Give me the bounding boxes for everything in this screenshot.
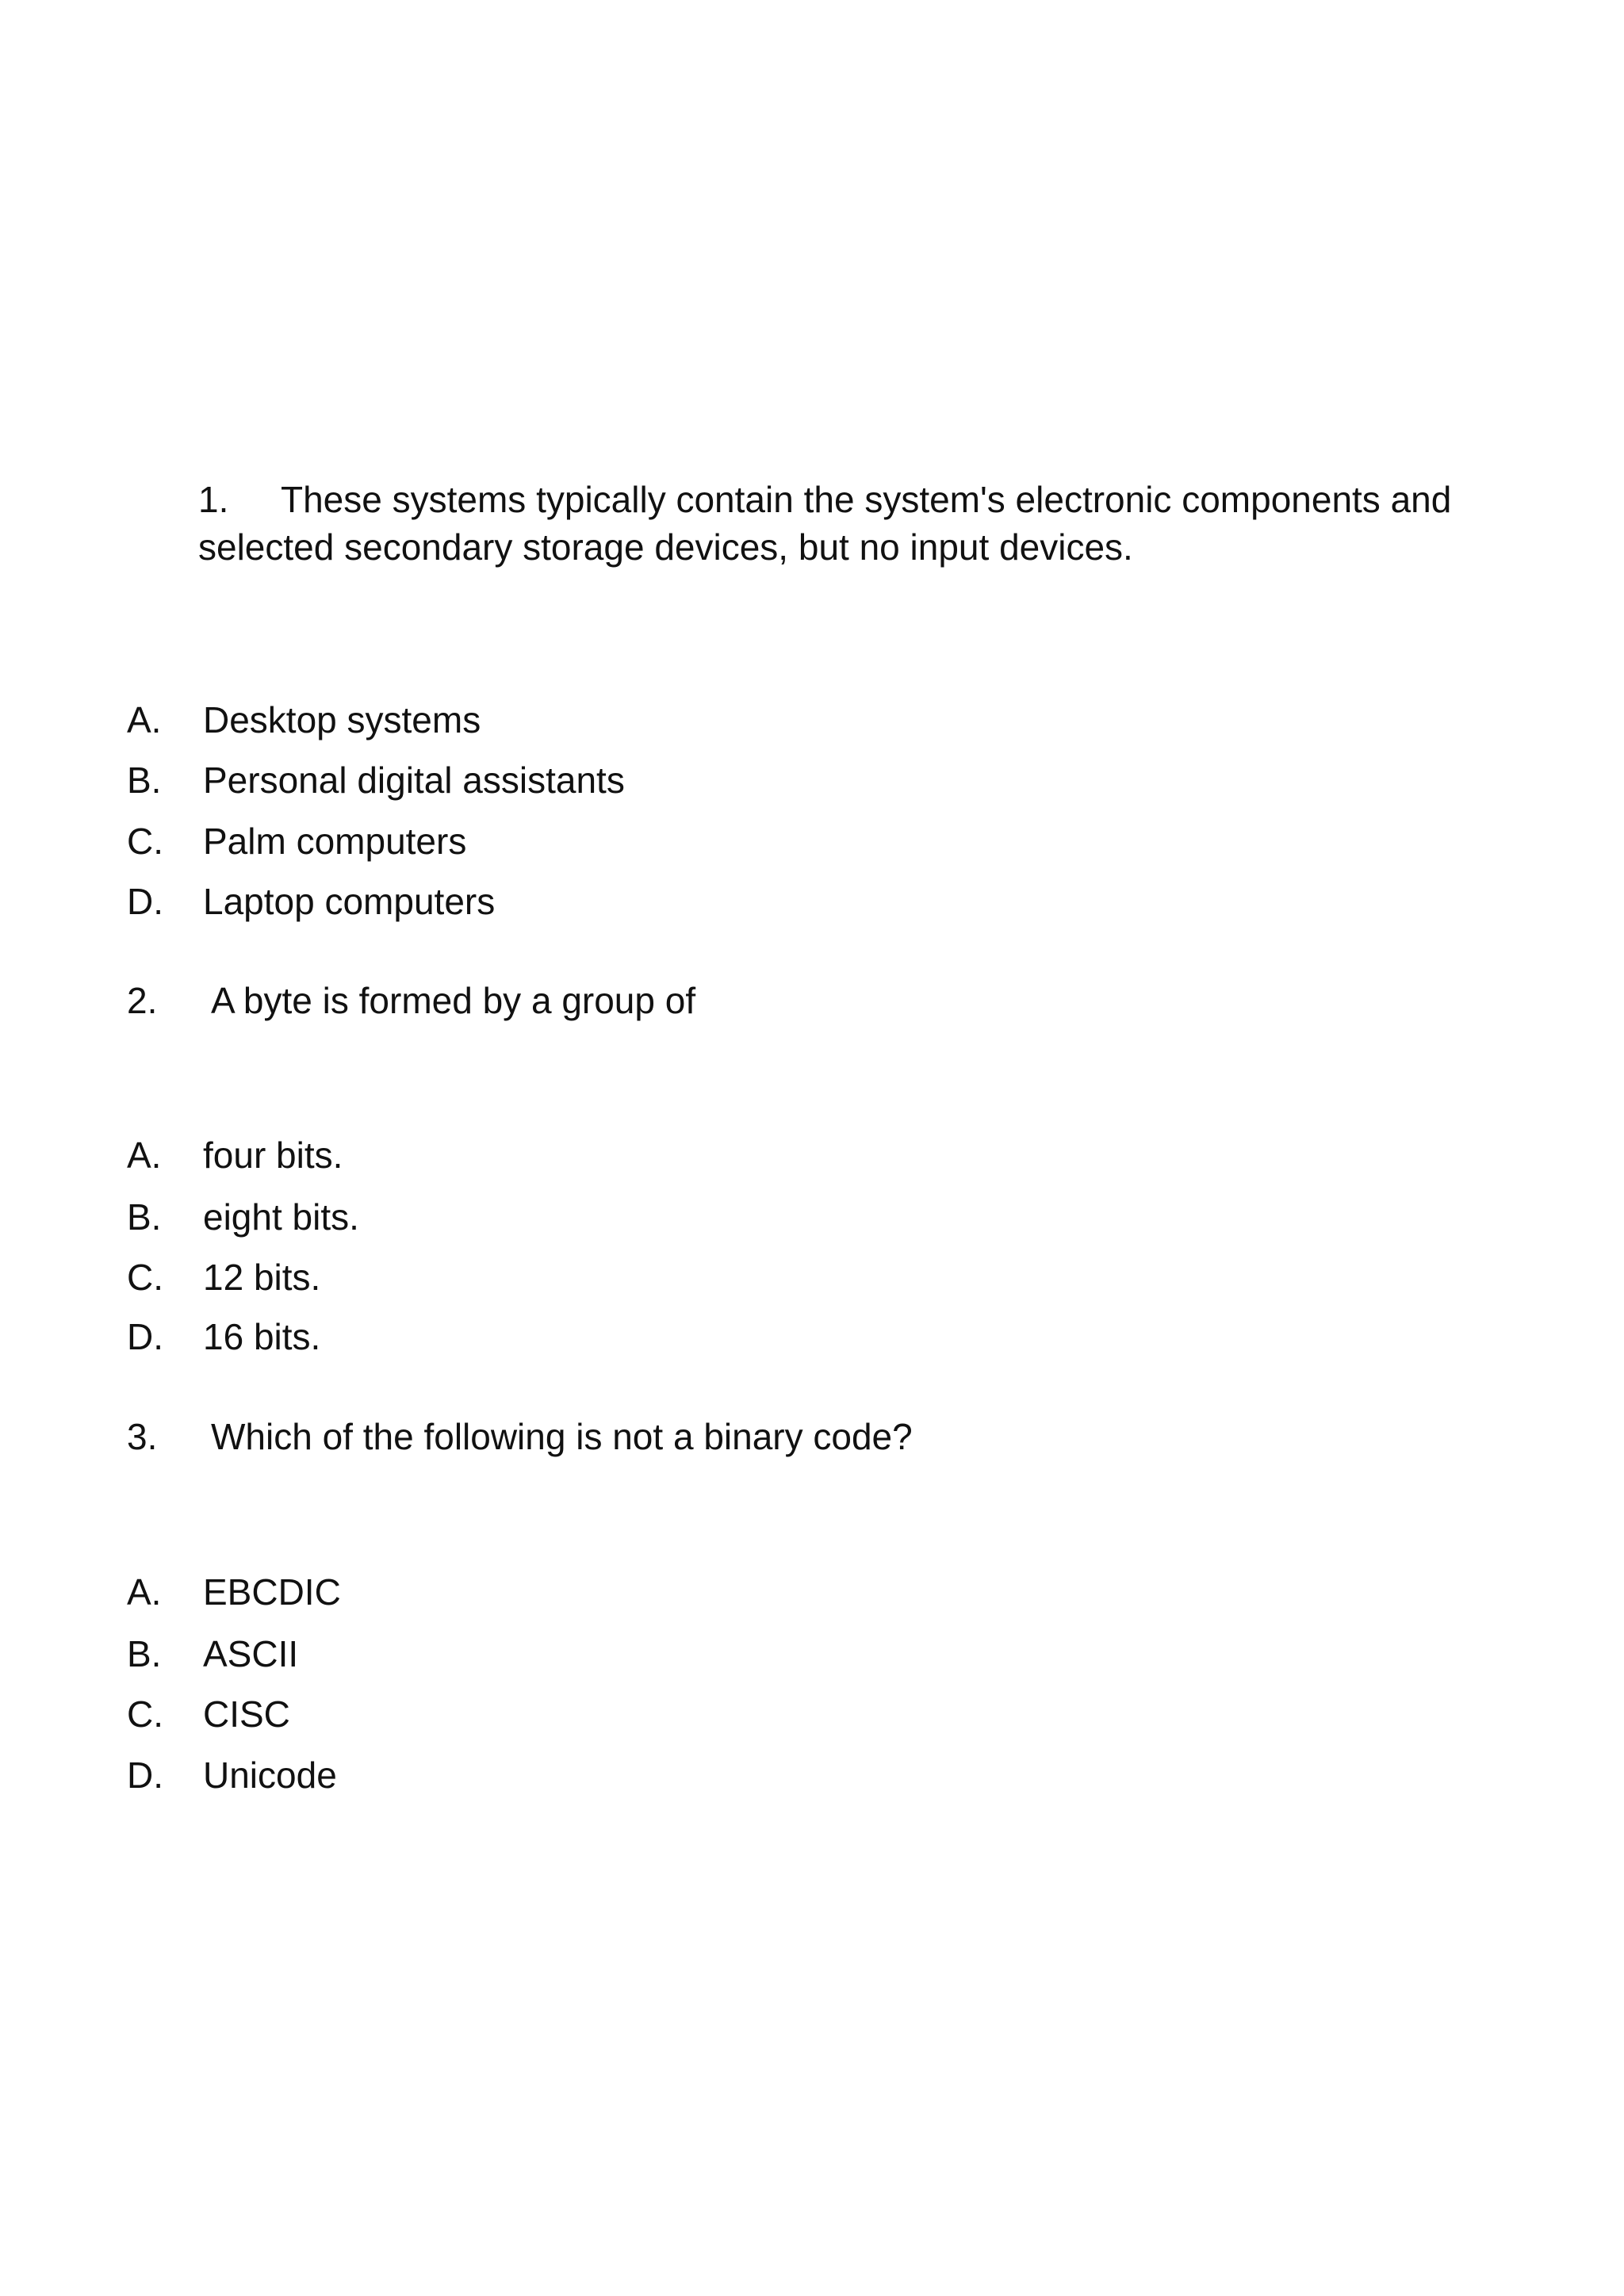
option-text: Personal digital assistants bbox=[203, 760, 625, 801]
q2-option-b bbox=[127, 1193, 359, 1241]
question-3-body: Which of the following is not a binary code? bbox=[211, 1416, 913, 1457]
q3-option-d bbox=[127, 1751, 337, 1799]
option-text: Desktop systems bbox=[203, 699, 481, 740]
option-letter: B. bbox=[127, 760, 162, 801]
question-1-text bbox=[198, 476, 1467, 571]
question-1-body: These systems typically contain the system's electronic components and selected secondary storage devices, but no input devices. bbox=[198, 479, 1452, 568]
option-letter: A. bbox=[127, 1135, 162, 1176]
option-text: Unicode bbox=[203, 1755, 337, 1796]
question-2-number: 2. bbox=[127, 980, 158, 1021]
question-2-body: A byte is formed by a group of bbox=[211, 980, 696, 1021]
option-letter: D. bbox=[127, 1755, 163, 1796]
option-letter: B. bbox=[127, 1196, 162, 1238]
option-text: 16 bits. bbox=[203, 1316, 321, 1357]
option-text: Palm computers bbox=[203, 821, 467, 862]
option-letter: D. bbox=[127, 881, 163, 922]
question-3-number: 3. bbox=[127, 1416, 158, 1457]
option-text: EBCDIC bbox=[203, 1571, 341, 1613]
option-letter: C. bbox=[127, 821, 163, 862]
question-3-text bbox=[127, 1413, 913, 1460]
q1-option-b bbox=[127, 756, 625, 804]
q2-option-a bbox=[127, 1131, 343, 1179]
q3-option-c bbox=[127, 1690, 290, 1738]
q3-option-b bbox=[127, 1630, 298, 1678]
option-letter: A. bbox=[127, 699, 162, 740]
q1-option-c bbox=[127, 817, 466, 865]
option-text: four bits. bbox=[203, 1135, 343, 1176]
option-text: eight bits. bbox=[203, 1196, 359, 1238]
q1-option-d bbox=[127, 878, 495, 925]
option-text: CISC bbox=[203, 1693, 290, 1735]
option-text: ASCII bbox=[203, 1633, 299, 1674]
option-text: Laptop computers bbox=[203, 881, 496, 922]
q2-option-d bbox=[127, 1313, 320, 1360]
question-2-text bbox=[127, 977, 695, 1024]
q2-option-c bbox=[127, 1253, 320, 1301]
option-letter: D. bbox=[127, 1316, 163, 1357]
q1-option-a bbox=[127, 696, 481, 744]
q3-option-a bbox=[127, 1568, 341, 1616]
option-letter: C. bbox=[127, 1257, 163, 1298]
question-1-number: 1. bbox=[198, 479, 229, 520]
option-text: 12 bits. bbox=[203, 1257, 321, 1298]
option-letter: C. bbox=[127, 1693, 163, 1735]
option-letter: A. bbox=[127, 1571, 162, 1613]
option-letter: B. bbox=[127, 1633, 162, 1674]
